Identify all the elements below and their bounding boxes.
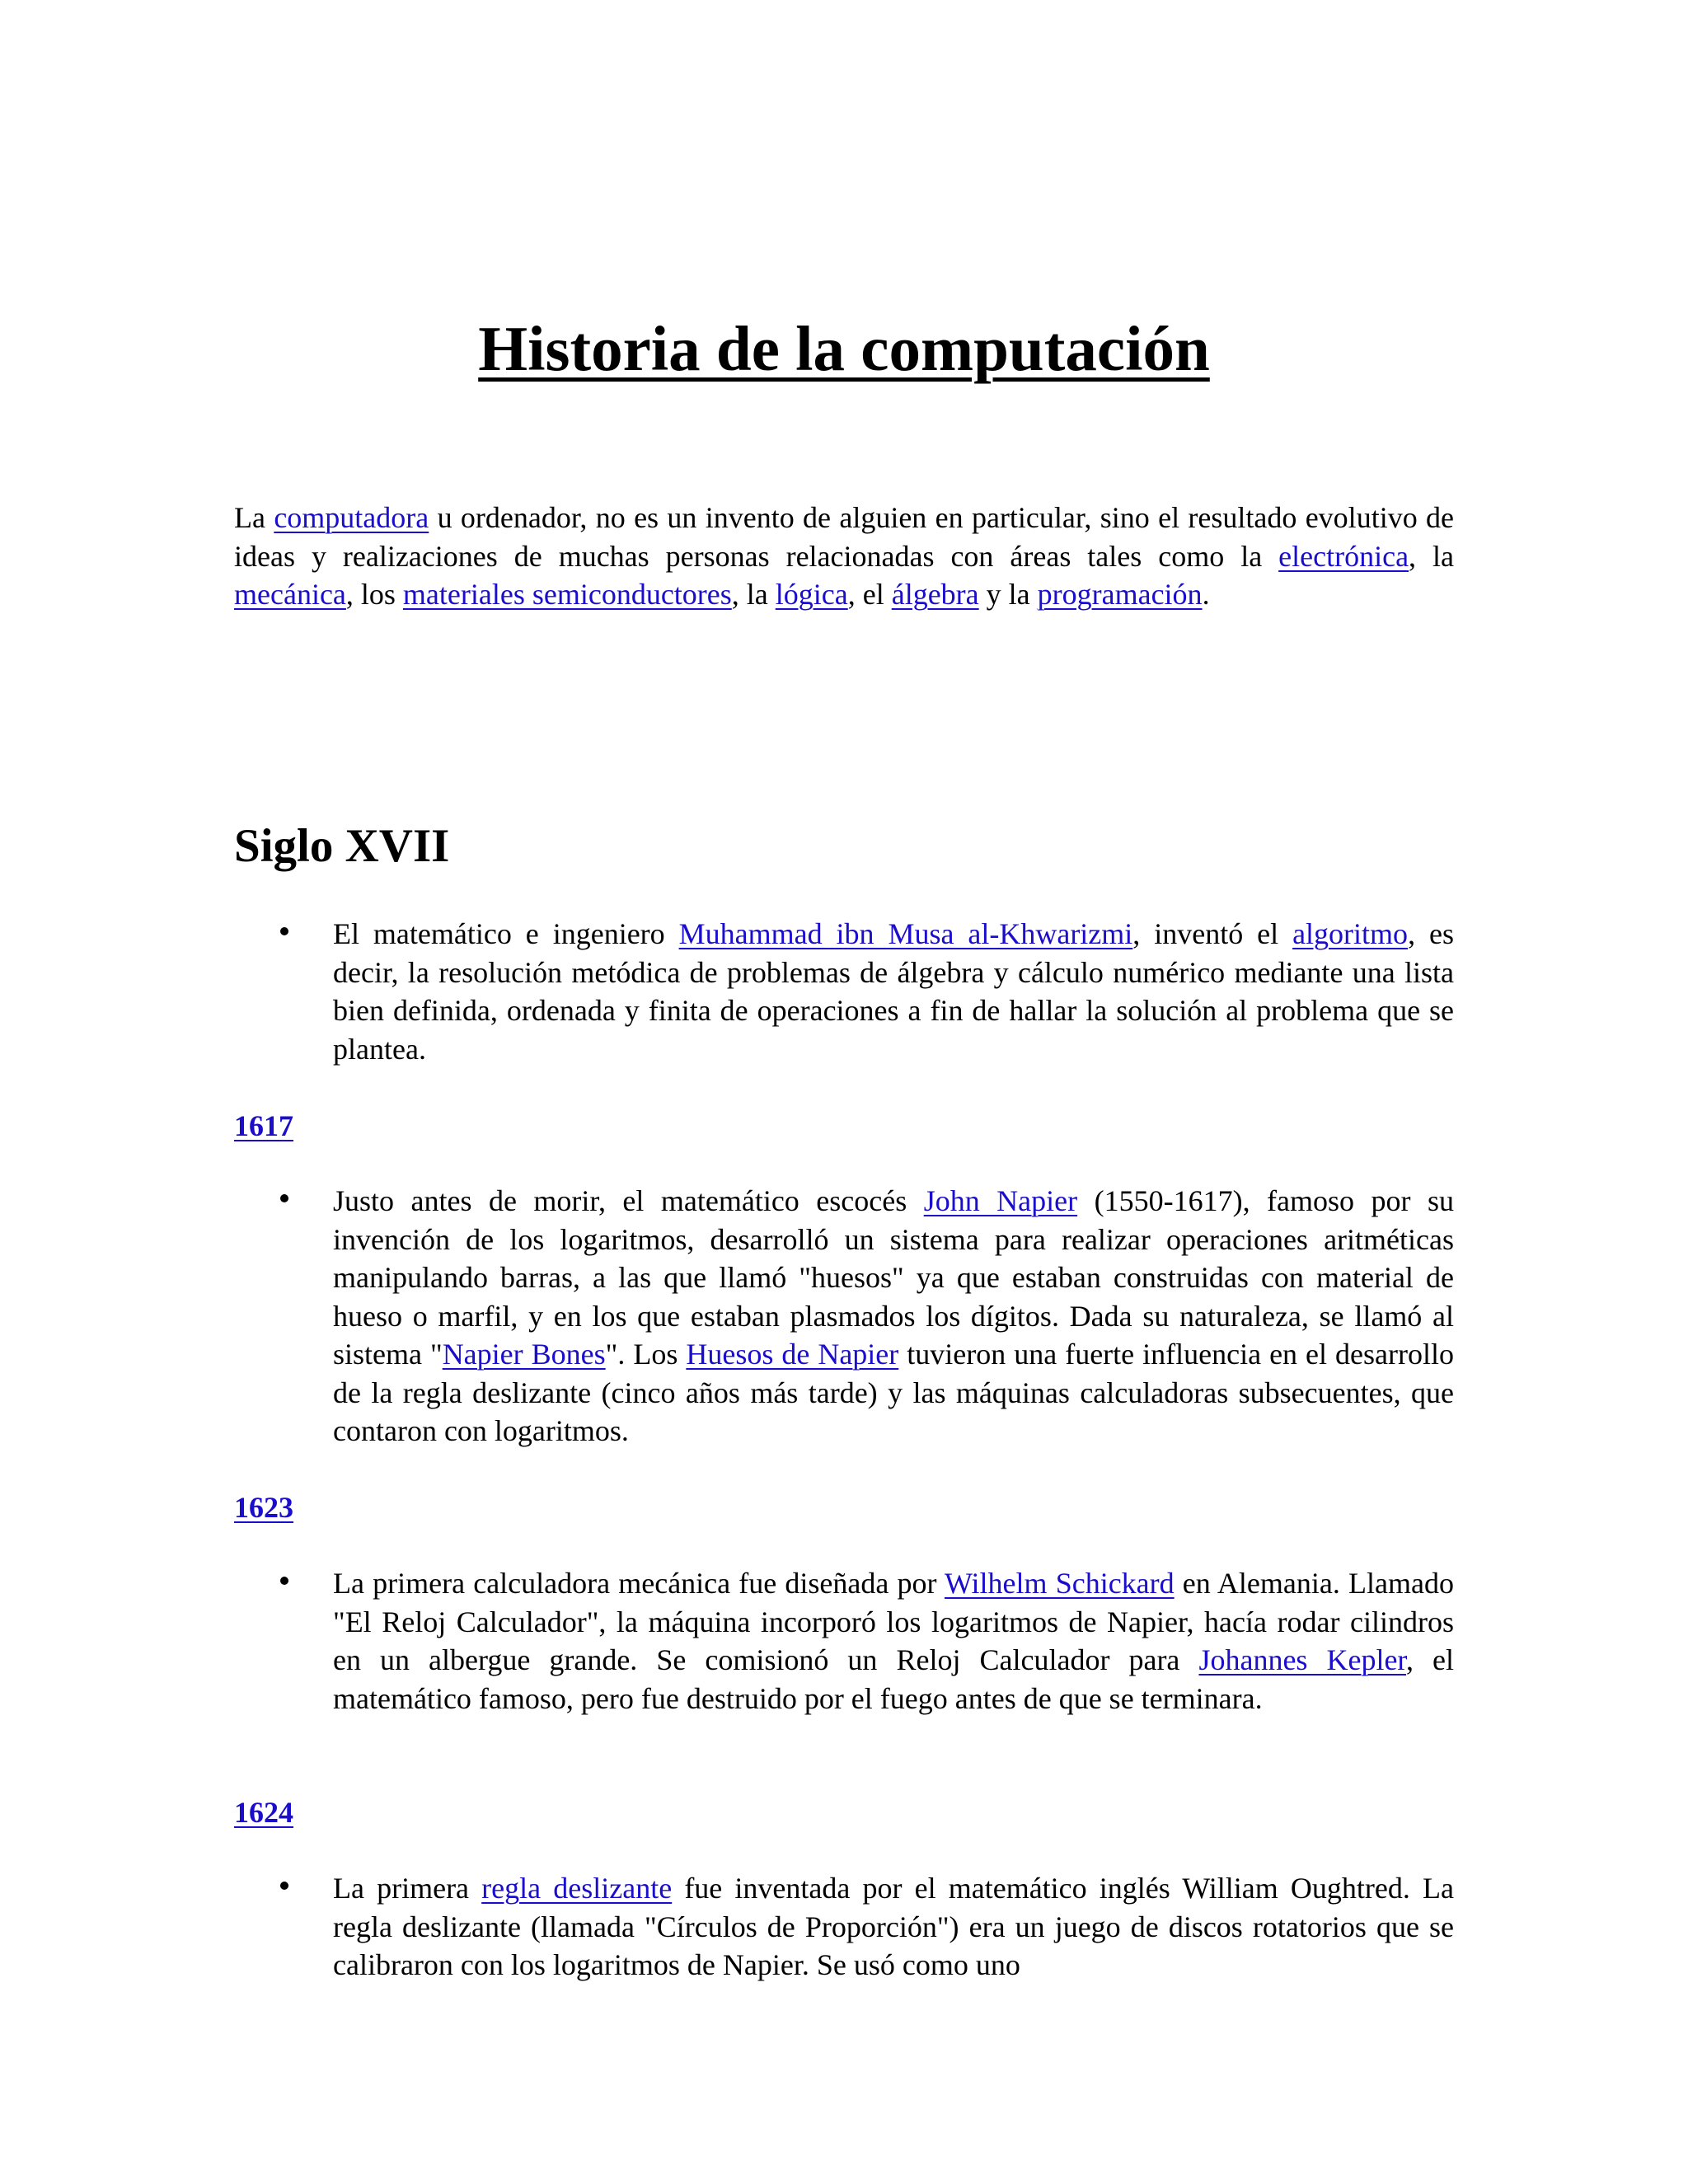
page-title: Historia de la computación [478,313,1210,384]
link-algoritmo[interactable]: algoritmo [1292,917,1409,950]
section-heading-siglo-xvii: Siglo XVII [234,820,450,872]
link-programacion[interactable]: programación [1037,578,1203,611]
link-materiales-semiconductores[interactable]: materiales semiconductores [402,578,732,611]
link-mecanica[interactable]: mecánica [234,578,346,611]
list-item-regla-deslizante: La primera regla deslizante fue inventada por el matemático inglés William Oughtred. La regla deslizante (llamada "Círculos de Proporción") era un juego de discos rotatorios que se calibraron con los logaritmos de Napier. Se usó como uno [333,1869,1454,1985]
year-heading-1617 [234,1107,293,1145]
link-year-1624[interactable]: 1624 [234,1796,293,1829]
intro-paragraph: La computadora u ordenador, no es un invento de alguien en particular, sino el resultado evolutivo de ideas y realizaciones de muchas personas relacionadas con áreas tales como la electrónica, la mecánica, los materiales semiconductores, la lógica, el álgebra y la programación. [234,501,1455,611]
link-electronica[interactable]: electrónica [1278,539,1409,573]
link-johannes-kepler[interactable]: Johannes Kepler [1198,1643,1406,1676]
link-wilhelm-schickard[interactable]: Wilhelm Schickard [945,1567,1175,1600]
list-item-al-khwarizmi: El matemático e ingeniero Muhammad ibn Musa al-Khwarizmi, inventó el algoritmo, es decir, la resolución metódica de problemas de álgebra y cálculo numérico mediante una lista bien definida, ordenada y finita de operaciones a fin de hallar la solución al problema que se plantea. [333,915,1454,1068]
year-heading-1623 [234,1488,293,1526]
bullet-icon [280,1882,288,1890]
bullet-icon [280,1194,288,1202]
link-napier-bones[interactable]: Napier Bones [442,1338,606,1371]
link-al-khwarizmi[interactable]: Muhammad ibn Musa al-Khwarizmi [678,917,1133,950]
year-heading-1624 [234,1793,293,1831]
bullet-icon [280,927,288,935]
list-item-schickard: La primera calculadora mecánica fue diseñada por Wilhelm Schickard en Alemania. Llamado "El Reloj Calculador", la máquina incorporó los logaritmos de Napier, hacía rodar cilindros en un albergue grande. Se comisionó un Reloj Calculador para Johannes Kepler, el matemático famoso, pero fue destruido por el fuego antes de que se terminara. [333,1564,1454,1718]
link-john-napier[interactable]: John Napier [923,1184,1078,1217]
link-logica[interactable]: lógica [775,578,848,611]
link-huesos-de-napier[interactable]: Huesos de Napier [686,1338,899,1371]
link-regla-deslizante[interactable]: regla deslizante [481,1872,673,1905]
list-item-napier: Justo antes de morir, el matemático escocés John Napier (1550-1617), famoso por su invención de los logaritmos, desarrolló un sistema para realizar operaciones aritméticas manipulando barras, a las que llamó "huesos" ya que estaban construidas con material de hueso o marfil, y en los que estaban plasmados los dígitos. Dada su naturaleza, se llamó al sistema "Napier Bones". Los Huesos de Napier tuvieron una fuerte influencia en el desarrollo de la regla deslizante (cinco años más tarde) y las máquinas calculadoras subsecuentes, que contaron con logaritmos. [333,1182,1454,1451]
link-year-1617[interactable]: 1617 [234,1109,293,1142]
link-computadora[interactable]: computadora [274,501,429,534]
link-year-1623[interactable]: 1623 [234,1491,293,1524]
link-algebra[interactable]: álgebra [891,578,979,611]
bullet-icon [280,1577,288,1585]
